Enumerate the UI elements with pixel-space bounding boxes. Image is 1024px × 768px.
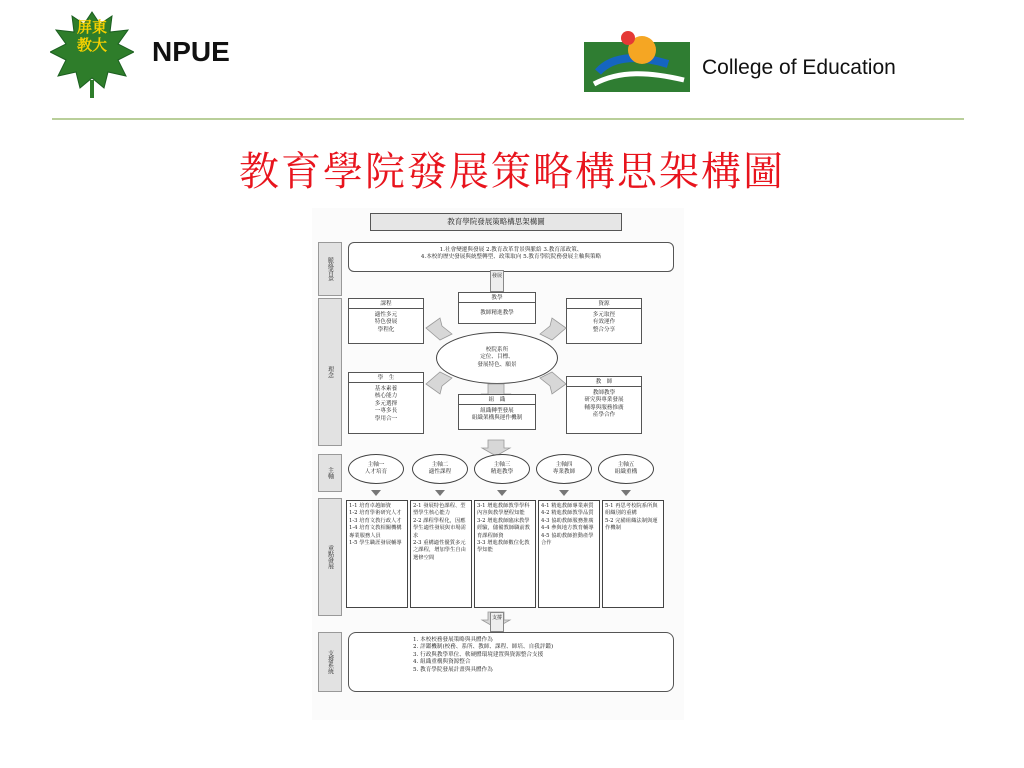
resources-text: 多元取徑 有效運作 整合分享 xyxy=(566,308,642,344)
slide-title: 教育學院發展策略構思架構圖 xyxy=(239,149,785,195)
focus-col-4: 4-1 精進教師專業素質 4-2 精進教師教學品質 4-3 協助教師服務推廣 4-4 參與地方教育輔導 4-5 協助教師推動產學合作 xyxy=(538,500,600,608)
axis-5-arrow xyxy=(621,490,631,496)
axis-4: 主軸四 專業教師 xyxy=(536,454,592,484)
section-label-focus: 重點發展 xyxy=(318,498,342,616)
npue-brand-text: NPUE xyxy=(152,36,230,67)
college-logo xyxy=(584,30,690,94)
axis-3: 主軸三 精進教學 xyxy=(474,454,530,484)
teaching-text: 教師精進教學 xyxy=(458,302,536,324)
center-ellipse: 校院系所 定位、目標、 發展特色、願景 xyxy=(436,332,558,384)
npue-leaf-logo-text: 屏東教大 xyxy=(76,18,107,54)
section-label-concept: 理念 xyxy=(318,298,342,446)
organization-title: 組 織 xyxy=(458,394,536,405)
teaching-title: 教學 xyxy=(458,292,536,303)
section-label-support: 支撐系統 xyxy=(318,632,342,692)
support-arrow-label: 支撐 xyxy=(490,612,504,632)
context-box: 1.社會變遷與發展 2.教育改革背景與脈絡 3.教育部政策、 4.本校的歷史發展與統整轉型、政策取向 5.教育學院院務發展主軸與策略 xyxy=(348,242,674,272)
students-text: 基本素養 核心能力 多元選擇 一專多長 學用合一 xyxy=(348,382,424,434)
axis-2-arrow xyxy=(435,490,445,496)
header-divider xyxy=(52,118,964,120)
focus-col-2: 2-1 發展特色課程、型塑學生核心能力 2-2 課程學程化，因應學生適性發展與市場需求 2-3 重構適性優質多元之課程，增加學生自由選修空間 xyxy=(410,500,472,608)
axis-3-arrow xyxy=(497,490,507,496)
support-box: 1. 本校校務發展策略與具體作為 2. 評鑑機制(校務、系所、教師、課程、師培、自我評鑑) 3. 行政與教學單位、軟硬體環境建置與資源整合支援 4. 組織重構與資源整合 5. 教育學院發展計畫與具體作為 xyxy=(348,632,674,692)
teachers-text: 教師教學 研究與專業發展 輔導與服務推廣 產學合作 xyxy=(566,386,642,434)
develop-arrow-label: 發展 xyxy=(490,270,504,292)
college-of-education-text: College of Education xyxy=(702,56,896,79)
resources-title: 資源 xyxy=(566,298,642,309)
strategy-framework-diagram xyxy=(312,208,684,720)
focus-col-5: 5-1 再思考校院系所與組織別的重構 5-2 完備組織法制與運作機制 xyxy=(602,500,664,608)
students-title: 學 生 xyxy=(348,372,424,383)
axis-1-arrow xyxy=(371,490,381,496)
curriculum-text: 適性多元 特色發展 學程化 xyxy=(348,308,424,344)
organization-text: 組織轉型發展 組織架構與運作機制 xyxy=(458,404,536,430)
axis-4-arrow xyxy=(559,490,569,496)
axis-1: 主軸一 人才培育 xyxy=(348,454,404,484)
curriculum-title: 課程 xyxy=(348,298,424,309)
axis-5: 主軸五 組織重構 xyxy=(598,454,654,484)
focus-col-3: 3-1 增進教師教學學科內容與教學歷程知能 3-2 增進教師臨床教學經驗，儲備教師職前教育課程師資 3-3 增進教師數位化教學知能 xyxy=(474,500,536,608)
focus-col-1: 1-1 培育卓越師資 1-2 培育學術研究人才 1-3 培育文教行政人才 1-4 培育文教相關機構專業服務人員 1-5 學生職涯發展輔導 xyxy=(346,500,408,608)
teachers-title: 教 師 xyxy=(566,376,642,387)
diagram-title: 教育學院發展策略構思架構圖 xyxy=(370,213,622,231)
axis-2: 主軸二 適性課程 xyxy=(412,454,468,484)
section-label-context: 脈絡背景 xyxy=(318,242,342,296)
section-label-axis: 主軸 xyxy=(318,454,342,492)
